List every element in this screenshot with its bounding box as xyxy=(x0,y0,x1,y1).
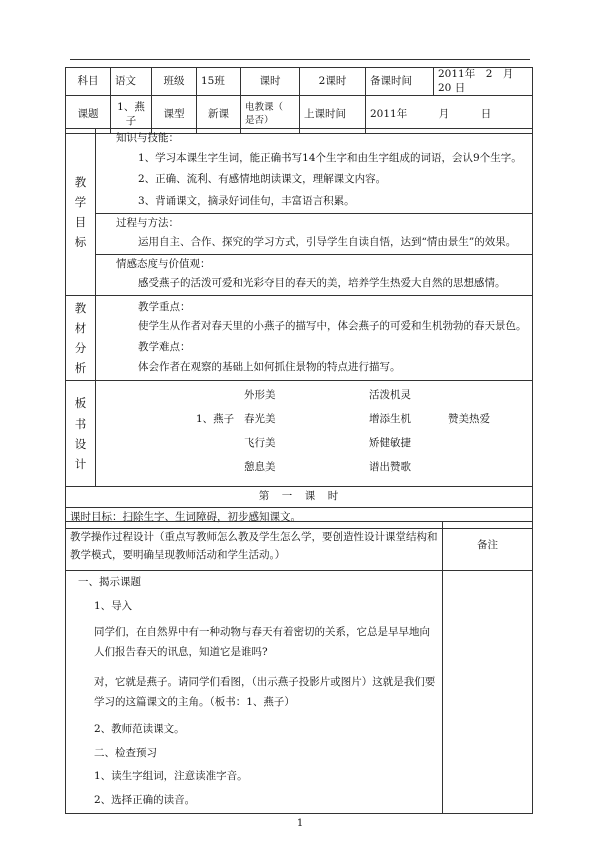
plan-steps xyxy=(66,571,443,814)
step-5: 2、教师范读课文。 xyxy=(94,723,185,736)
topic-label: 课题 xyxy=(66,96,111,134)
difficulty-text: 体会作者在观察的基础上如何抓住景物的特点进行描写。 xyxy=(138,360,401,373)
notes-cell xyxy=(443,571,533,814)
page-number: 1 xyxy=(296,818,304,829)
media-label: 电教课（ 是否） xyxy=(241,96,300,134)
step-3: 同学们，在自然界中有一种动物与春天有着密切的关系，它总是早早地向人们报告春天的讯息，知道它是谁吗? xyxy=(94,626,430,659)
notes-label: 备注 xyxy=(443,522,533,571)
process-heading: 过程与方法： xyxy=(116,216,179,229)
type-value: 新课 xyxy=(197,96,241,134)
subject-label: 科目 xyxy=(66,68,111,96)
goals-section xyxy=(96,129,533,296)
header-rule xyxy=(70,59,530,60)
board-col2-4: 谱出赞歌 xyxy=(369,461,411,474)
goals-side-label: 教学目标 xyxy=(66,129,96,296)
step-4: 对，它就是燕子。请同学们看图，（出示燕子投影片或图片）这就是我们要学习的这篇课文的主角。（板书：1、燕子） xyxy=(94,676,436,709)
step-8: 2、选择正确的读音。 xyxy=(94,793,196,806)
lesson-goal: 课时目标：扫除生字、生词障碍，初步感知课文。 xyxy=(66,508,533,529)
class-time-label: 上课时间 xyxy=(300,96,366,134)
hours-value: 2课时 xyxy=(300,68,366,96)
class-label: 班级 xyxy=(152,68,197,96)
board-col1-1: 外形美 xyxy=(244,389,276,402)
board-col2-1: 活泼机灵 xyxy=(369,389,411,402)
difficulty-heading: 教学难点： xyxy=(138,341,191,354)
board-col1-2: 春光美 xyxy=(244,413,276,426)
knowledge-heading: 知识与技能： xyxy=(116,132,179,144)
plan-table xyxy=(65,521,533,814)
body-table xyxy=(65,128,533,529)
knowledge-item-3: 3、背诵课文，摘录好词佳句，丰富语言积累。 xyxy=(138,194,355,207)
board-side-label: 板书设计 xyxy=(66,381,96,487)
board-title: 1、燕子 xyxy=(196,413,235,426)
process-text: 运用自主、合作、探究的学习方式，引导学生自读自悟，达到“情由景生”的效果。 xyxy=(138,236,517,249)
board-summary: 赞美热爱 xyxy=(448,413,490,426)
analysis-side-label: 教材分析 xyxy=(66,296,96,381)
board-col2-2: 增添生机 xyxy=(369,413,411,426)
attitude-text: 感受燕子的活泼可爱和光彩夺目的春天的美，培养学生热爱大自然的思想感情。 xyxy=(138,277,506,290)
knowledge-item-2: 2、正确、流利、有感情地朗读课文，理解课文内容。 xyxy=(138,173,387,186)
analysis-section xyxy=(96,296,533,381)
attitude-heading: 情感态度与价值观： xyxy=(116,257,211,270)
board-col1-3: 飞行美 xyxy=(244,437,276,450)
type-label: 课型 xyxy=(152,96,197,134)
step-1: 一、揭示课题 xyxy=(78,576,141,588)
board-col2-3: 矫健敏捷 xyxy=(369,437,411,450)
step-6: 二、检查预习 xyxy=(94,746,157,759)
hours-label: 课时 xyxy=(241,68,300,96)
key-heading: 教学重点： xyxy=(138,300,191,313)
header-table xyxy=(65,67,533,134)
topic-value: 1、燕子 xyxy=(111,96,152,134)
design-heading: 教学操作过程设计（重点写教师怎么教及学生怎么学，要创造性设计课堂结构和教学模式，要明确呈现教师活动和学生活动。） xyxy=(66,522,443,571)
knowledge-item-1: 1、学习本课生字生词，能正确书写14个生字和由生字组成的词语，会认9个生字。 xyxy=(138,151,522,164)
prep-time-label: 备课时间 xyxy=(366,68,434,96)
prep-time-value: 2011年 2 月 20 日 xyxy=(434,68,533,96)
class-time-value: 2011年 月 日 xyxy=(366,96,533,134)
board-section xyxy=(96,381,533,487)
class-value: 15班 xyxy=(197,68,241,96)
key-text: 使学生从作者对春天里的小燕子的描写中，体会燕子的可爱和生机勃勃的春天景色。 xyxy=(138,320,527,333)
step-2: 1、导入 xyxy=(94,599,133,612)
subject-value: 语文 xyxy=(111,68,152,96)
lesson-title: 第 一 课 时 xyxy=(66,487,533,508)
board-col1-4: 憩息美 xyxy=(244,461,276,474)
step-7: 1、读生字组词，注意读准字音。 xyxy=(94,770,248,783)
